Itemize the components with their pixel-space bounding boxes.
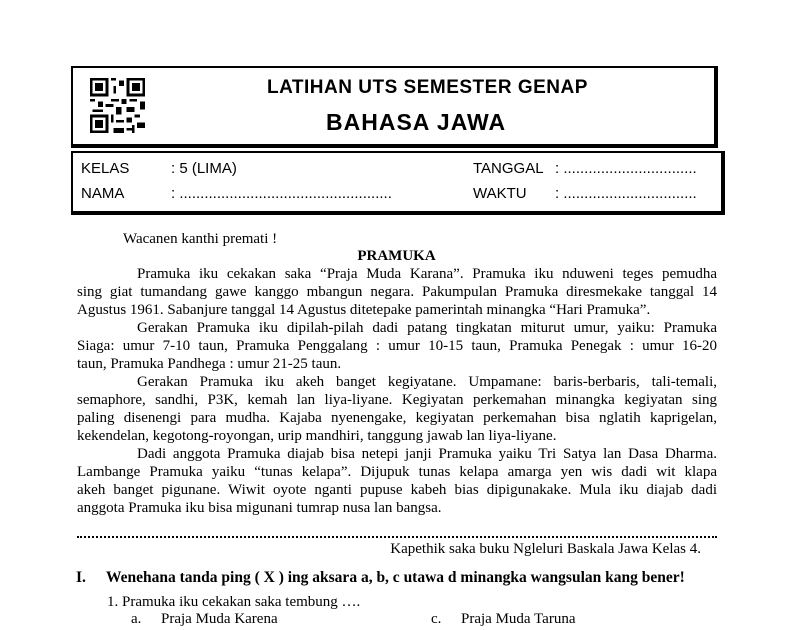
- reading-title: PRAMUKA: [357, 248, 436, 264]
- option-a[interactable]: [131, 611, 278, 628]
- option-text: Praja Muda Taruna: [461, 611, 576, 627]
- section-number: I.: [76, 569, 86, 586]
- paragraph-line: kekendelan, kegotong-royongan, urip mandhiri, tanggung jawab lan liya-liyane.: [77, 428, 557, 444]
- paragraph-line: Siaga: umur 7-10 taun, Pramuka Penggalang : umur 10-15 taun, Pramuka Penegak : umur 16-20: [77, 338, 717, 354]
- option-text: Praja Muda Karena: [161, 611, 278, 627]
- tanggal-field: : ................................: [555, 160, 697, 177]
- paragraph-line: akeh banget pigunane. Wiwit oyote nganti pupuse kabeh bias dipigunakake. Mula iku diajab dadi: [77, 482, 717, 498]
- option-letter: c.: [431, 611, 442, 627]
- paragraph-line: Dadi anggota Pramuka diajab bisa netepi janji Pramuka yaiku Tri Satya lan Dasa Dharma.: [137, 446, 717, 462]
- nama-field: : ...................................................: [171, 185, 392, 202]
- paragraph-line: taun, Pramuka Pandhega : umur 21-25 taun.: [77, 356, 342, 372]
- paragraph-line: Pramuka iku cekakan saka “Praja Muda Karana”. Pramuka iku nduweni teges pemudha: [137, 266, 717, 282]
- reading-instruction: Wacanen kanthi premati !: [123, 231, 278, 247]
- paragraph-line: Gerakan Pramuka iku akeh banget kegiyatane. Umpamane: baris-berbaris, tali-temali,: [137, 374, 717, 390]
- kelas-label: KELAS: [81, 160, 130, 177]
- dotted-separator: [77, 526, 717, 538]
- question-1: 1. Pramuka iku cekakan saka tembung ….: [107, 594, 361, 610]
- waktu-field: : ................................: [555, 185, 697, 202]
- paragraph-line: semaphore, sandhi, P3K, kemah lan liya-liyane. Kegiyatan perkemahan minangka kegiyatan sing: [77, 392, 717, 408]
- paragraph-line: Agustus 1961. Sabanjure tanggal 14 Agustus ditetepake pamerintah minangka “Hari Pramuka”.: [77, 302, 651, 318]
- qr-code-icon: [90, 78, 145, 133]
- option-c[interactable]: [431, 611, 575, 628]
- nama-label: NAMA: [81, 185, 125, 202]
- paragraph-line: anggota Pramuka iku bisa migunani tumrap nusa lan bangsa.: [77, 500, 442, 516]
- paragraph-line: Lambange Pramuka yaiku “tunas kelapa”. Dijupuk tunas kelapa amarga yen wis dadi wit klapa: [77, 464, 717, 480]
- exam-title: LATIHAN UTS SEMESTER GENAP: [267, 77, 588, 98]
- info-box: [71, 151, 725, 215]
- exam-subject: BAHASA JAWA: [326, 109, 507, 135]
- header-box: [71, 66, 718, 148]
- kelas-value: : 5 (LIMA): [171, 160, 237, 177]
- waktu-label: WAKTU: [473, 185, 527, 202]
- reading-source: Kapethik saka buku Ngleluri Baskala Jawa Kelas 4.: [390, 541, 701, 557]
- tanggal-label: TANGGAL: [473, 160, 544, 177]
- section-instruction: Wenehana tanda ping ( X ) ing aksara a, b, c utawa d minangka wangsulan kang bener!: [106, 569, 685, 586]
- paragraph-line: Gerakan Pramuka iku dipilah-pilah dadi patang tingkatan miturut umur, yaiku: Pramuka: [137, 320, 717, 336]
- paragraph-line: sing giat tumandang gawe kanggo mbangun negara. Pakumpulan Pramuka diresmekake tanggal 14: [77, 284, 717, 300]
- section-heading: [76, 569, 685, 587]
- paragraph-line: paling disenengi para mudha. Kajaba nyenengake, kegiyatan perkemahan bisa nglatih kaprigelan,: [77, 410, 717, 426]
- option-letter: a.: [131, 611, 142, 627]
